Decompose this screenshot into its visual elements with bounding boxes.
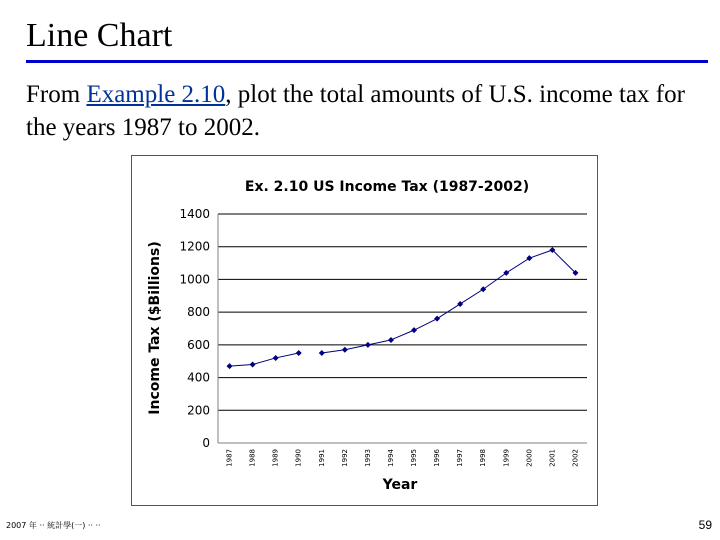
x-tick-label: 1999 xyxy=(502,449,511,467)
data-point-marker xyxy=(342,347,348,353)
x-tick-label: 1997 xyxy=(456,449,465,467)
y-tick-label: 800 xyxy=(187,305,210,320)
series-income-tax xyxy=(227,247,579,369)
y-tick-label: 1200 xyxy=(179,239,210,254)
y-tick-label: 400 xyxy=(187,370,210,385)
data-point-marker xyxy=(296,350,302,356)
data-point-marker xyxy=(457,301,463,307)
y-tick-labels xyxy=(179,207,210,450)
y-tick-label: 1000 xyxy=(179,272,210,287)
x-axis-label: Year xyxy=(382,477,418,493)
x-tick-label: 1991 xyxy=(317,449,326,467)
chart-gridlines xyxy=(218,214,587,410)
data-point-marker xyxy=(319,350,325,356)
x-tick-labels xyxy=(226,448,580,466)
footer-course-text: 2007 年 ·· 統計學(一) ·· ·· xyxy=(6,521,101,530)
x-tick-label: 1989 xyxy=(271,449,280,467)
data-point-marker xyxy=(411,327,417,333)
page-number: 59 xyxy=(698,518,712,532)
data-point-marker xyxy=(273,355,279,361)
data-point-marker xyxy=(227,363,233,369)
x-tick-label: 2000 xyxy=(525,449,534,467)
series-line xyxy=(230,353,299,366)
title-rule xyxy=(26,60,708,63)
x-tick-label: 1995 xyxy=(410,449,419,467)
y-tick-label: 1400 xyxy=(179,207,210,221)
slide-title: Line Chart xyxy=(26,17,173,54)
x-tick-label: 1987 xyxy=(225,449,234,467)
data-point-marker xyxy=(388,337,394,343)
x-tick-label: 2001 xyxy=(548,449,557,467)
data-point-marker xyxy=(526,255,532,261)
x-tick-label: 1988 xyxy=(248,449,257,467)
y-tick-label: 600 xyxy=(187,337,210,352)
data-point-marker xyxy=(365,342,371,348)
data-point-marker xyxy=(250,361,256,367)
slide-body-text xyxy=(26,78,706,144)
body-prefix: From xyxy=(26,81,87,108)
data-point-marker xyxy=(434,316,440,322)
y-tick-label: 0 xyxy=(202,436,210,450)
chart-frame xyxy=(131,155,598,506)
y-tick-label: 200 xyxy=(187,403,210,418)
x-tick-label: 1993 xyxy=(363,449,372,467)
body-suffix: , plot the total amounts of U.S. income tax for the years 1987 to 2002. xyxy=(26,81,685,141)
y-axis-label: Income Tax ($Billions) xyxy=(147,241,163,415)
line-chart xyxy=(132,156,597,505)
x-tick-label: 1998 xyxy=(479,449,488,467)
x-tick-label: 1994 xyxy=(386,449,395,467)
series-line xyxy=(322,250,576,353)
example-link[interactable]: Example 2.10 xyxy=(86,81,226,108)
x-tick-label: 1990 xyxy=(294,449,303,467)
x-tick-label: 2002 xyxy=(571,449,580,467)
chart-title: Ex. 2.10 US Income Tax (1987-2002) xyxy=(244,179,530,195)
x-tick-label: 1992 xyxy=(340,449,349,467)
x-tick-label: 1996 xyxy=(433,449,442,467)
